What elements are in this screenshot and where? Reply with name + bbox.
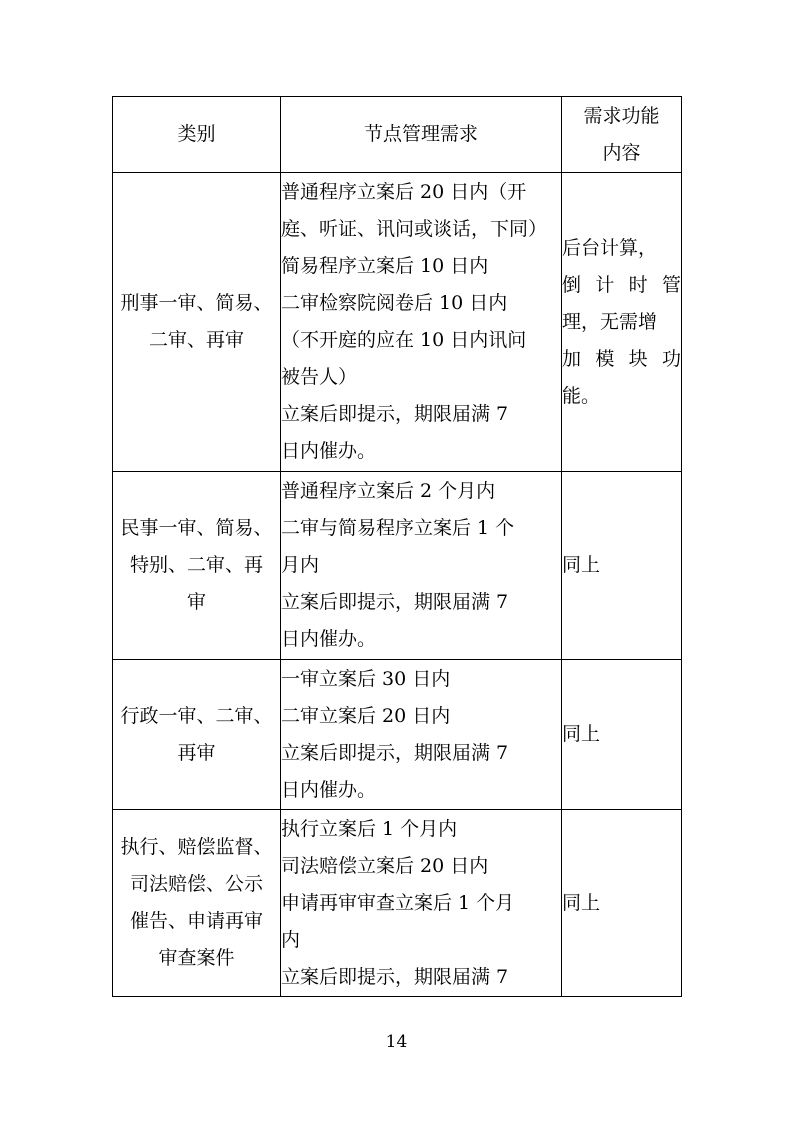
- category-line: 二审、再审: [148, 329, 244, 351]
- function-line: 理，无需增: [562, 310, 658, 333]
- category-cell: [113, 660, 281, 810]
- category-cell: [113, 173, 281, 472]
- function-cell: [562, 173, 682, 472]
- header-category-label: 类别: [177, 123, 216, 145]
- requirement-line: 立案后即提示，期限届满 7: [281, 965, 509, 988]
- table-row: [113, 810, 682, 997]
- table-row: [113, 173, 682, 472]
- requirement-line: 二审立案后 20 日内: [281, 704, 451, 727]
- header-category: [113, 97, 281, 173]
- requirement-line: （不开庭的应在 10 日内讯问: [281, 329, 527, 351]
- function-cell: [562, 472, 682, 660]
- requirement-line: 立案后即提示，期限届满 7: [281, 403, 509, 425]
- header-requirement-label: 节点管理需求: [363, 123, 478, 145]
- requirement-cell: [281, 173, 562, 472]
- header-function: [562, 97, 682, 173]
- category-line: 民事一审、简易、: [120, 517, 273, 539]
- function-cell: [562, 660, 682, 810]
- function-line: 同上: [562, 723, 601, 745]
- requirement-line: 被告人）: [281, 366, 358, 388]
- requirement-line: 二审检察院阅卷后 10 日内: [281, 292, 508, 314]
- requirements-table: [112, 96, 682, 997]
- requirement-line: 日内催办。: [281, 778, 377, 801]
- header-requirement: [281, 97, 562, 173]
- function-line: 能。: [562, 384, 601, 407]
- requirement-line: 庭、听证、讯问或谈话，下同）: [281, 218, 548, 240]
- category-line: 执行、赔偿监督、: [120, 836, 273, 858]
- category-line: 司法赔偿、公示: [129, 873, 263, 895]
- header-function-label-line1: 需求功能: [583, 104, 660, 127]
- function-line: 同上: [562, 554, 601, 576]
- requirement-line: 月内: [281, 554, 320, 576]
- function-cell: [562, 810, 682, 997]
- category-line: 再审: [177, 741, 216, 764]
- requirement-cell: [281, 472, 562, 660]
- header-function-label-line2: 内容: [602, 141, 641, 164]
- requirement-line: 普通程序立案后 20 日内（开: [281, 181, 527, 203]
- function-line: 同上: [562, 891, 601, 914]
- requirement-line: 内: [281, 928, 301, 951]
- function-line: 倒计时管: [562, 273, 681, 296]
- category-cell: [113, 472, 281, 660]
- category-line: 行政一审、二审、: [120, 704, 273, 727]
- category-line: 催告、申请再审: [129, 910, 263, 932]
- table-header-row: [113, 97, 682, 173]
- requirement-line: 立案后即提示，期限届满 7: [281, 591, 509, 613]
- requirement-line: 简易程序立案后 10 日内: [281, 255, 489, 277]
- requirement-line: 日内催办。: [281, 628, 377, 650]
- table-row: [113, 472, 682, 660]
- requirement-line: 执行立案后 1 个月内: [281, 817, 458, 840]
- category-line: 刑事一审、简易、: [120, 292, 273, 314]
- category-line: 审查案件: [158, 947, 235, 969]
- requirement-line: 二审与简易程序立案后 1 个: [281, 517, 515, 539]
- requirement-line: 普通程序立案后 2 个月内: [281, 480, 496, 502]
- requirement-line: 日内催办。: [281, 440, 377, 462]
- requirement-cell: [281, 660, 562, 810]
- table-row: [113, 660, 682, 810]
- category-line: 特别、二审、再: [129, 554, 263, 576]
- requirement-line: 一审立案后 30 日内: [281, 667, 451, 690]
- category-line: 审: [186, 591, 206, 613]
- requirement-line: 立案后即提示，期限届满 7: [281, 741, 509, 764]
- category-cell: [113, 810, 281, 997]
- function-line: 加模块功: [562, 347, 681, 370]
- requirement-line: 申请再审审查立案后 1 个月: [281, 891, 515, 914]
- requirement-cell: [281, 810, 562, 997]
- requirement-line: 司法赔偿立案后 20 日内: [281, 854, 489, 877]
- page-number: 14: [385, 1032, 408, 1052]
- function-line: 后台计算，: [562, 236, 658, 259]
